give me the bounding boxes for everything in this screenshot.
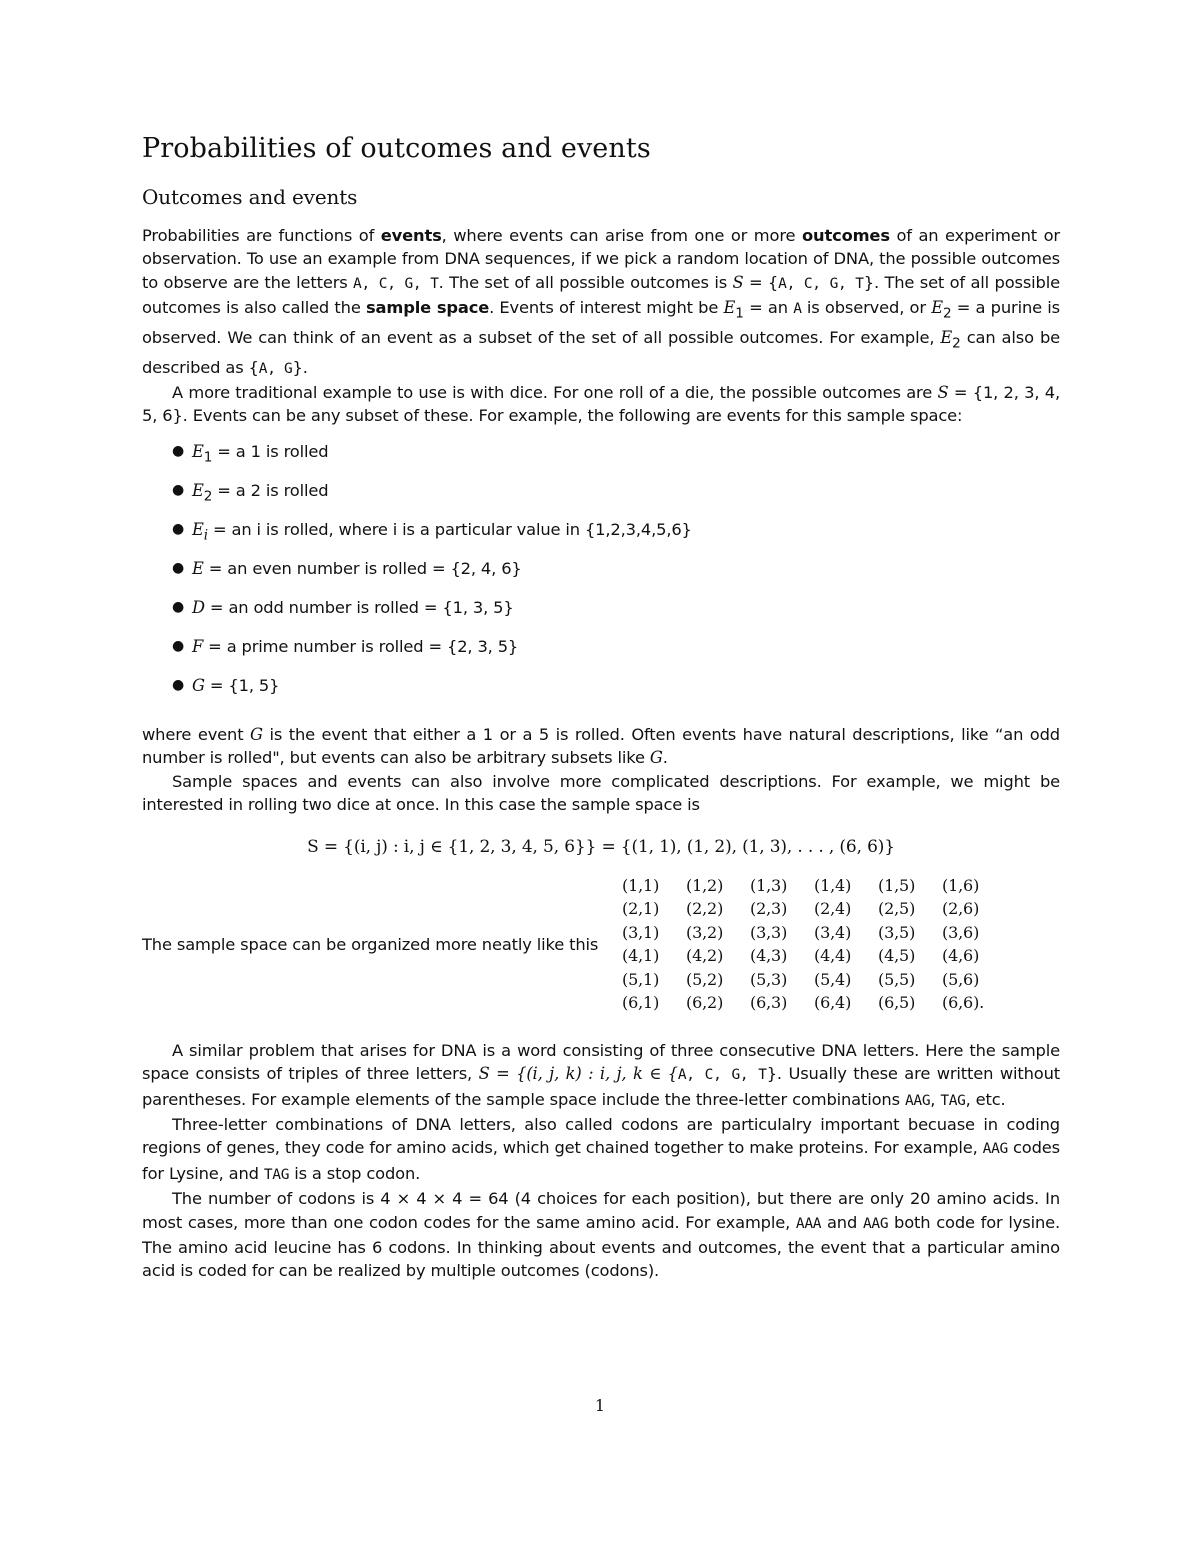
table-cell: (2,3) bbox=[750, 899, 788, 919]
table-cell: (4,3) bbox=[750, 946, 788, 966]
list-item: ● $E_1 = a$ 1 is rolled bbox=[172, 441, 329, 465]
table-cell: (3,6) bbox=[942, 922, 980, 942]
display-equation: S = {(i, j) : i, j ∈ {1, 2, 3, 4, 5, 6}} = {(1, 1), (1, 2), (1, 3), . . . , (6, 6)} bbox=[307, 837, 895, 858]
outcome-table bbox=[622, 874, 1006, 1015]
table-cell: (1,5) bbox=[878, 875, 916, 895]
table-cell: (1,4) bbox=[814, 875, 852, 895]
bullet-icon: ● bbox=[172, 598, 185, 615]
bullet-icon: ● bbox=[172, 520, 185, 537]
page-title: Probabilities of outcomes and events bbox=[142, 133, 651, 164]
table-cell: (2,5) bbox=[878, 899, 916, 919]
table-cell: (6,1) bbox=[622, 993, 660, 1013]
table-cell: (1,1) bbox=[622, 875, 660, 895]
bullet-icon: ● bbox=[172, 637, 185, 654]
page-number: 1 bbox=[594, 1396, 606, 1415]
table-row bbox=[622, 991, 1006, 1015]
list-item: ● $E_i$ = an i is rolled, where i is a particular value in {1,2,3,4,5,6} bbox=[172, 519, 692, 543]
bullet-icon: ● bbox=[172, 442, 185, 459]
list-item: ● G = {1, 5} bbox=[172, 675, 280, 695]
table-cell: (5,6) bbox=[942, 969, 980, 989]
table-cell: (1,3) bbox=[750, 875, 788, 895]
table-cell: (4,6) bbox=[942, 946, 980, 966]
paragraph-two-dice: Sample spaces and events can also involve more complicated descriptions. For example, we might be interested in rolling two dice at once. In this case the sample space is bbox=[142, 771, 1060, 814]
list-item: ● F = a prime number is rolled = {2, 3, 5} bbox=[172, 636, 519, 656]
page-content bbox=[142, 132, 1060, 1283]
table-cell: (5,5) bbox=[878, 969, 916, 989]
list-item: ● $E_2 = a$ 2 is rolled bbox=[172, 480, 329, 504]
table-cell: (2,4) bbox=[814, 899, 852, 919]
paragraph-intro: Probabilities are functions of events, where events can arise from one or more outcomes of an experiment or observation. To use an example from DNA sequences, if we pick a random location of DNA, the possible outcomes to observe are the letters A, C, G, T. The set of all possible outcomes is S = {A, C, G, T}. The set of all possible outcomes is also called the sample space. Events of interest might be $E_1$ = an A is observed, or $E_2 = a$ purine is observed. We can think of an event as a subset of the set of all possible outcomes. For example, $E_2$ can also be described as {A, G}. bbox=[142, 226, 1060, 377]
table-cell: (5,3) bbox=[750, 969, 788, 989]
section-heading: Outcomes and events bbox=[142, 185, 358, 209]
table-row bbox=[622, 944, 1006, 968]
table-cell: (3,3) bbox=[750, 922, 788, 942]
bullet-icon: ● bbox=[172, 676, 185, 693]
table-cell: (3,4) bbox=[814, 922, 852, 942]
table-cell: (1,6) bbox=[942, 875, 980, 895]
table-cell: (3,5) bbox=[878, 922, 916, 942]
table-cell: (6,3) bbox=[750, 993, 788, 1013]
table-cell: (3,1) bbox=[622, 922, 660, 942]
table-cell: (2,2) bbox=[686, 899, 724, 919]
grid-label: The sample space can be organized more neatly like this bbox=[142, 934, 599, 954]
table-cell: (1,2) bbox=[686, 875, 724, 895]
bullet-icon: ● bbox=[172, 481, 185, 498]
table-cell: (3,2) bbox=[686, 922, 724, 942]
table-cell: (6,5) bbox=[878, 993, 916, 1013]
table-cell: (2,6) bbox=[942, 899, 980, 919]
table-row bbox=[622, 968, 1006, 992]
table-cell: (6,4) bbox=[814, 993, 852, 1013]
table-cell: (5,2) bbox=[686, 969, 724, 989]
table-cell: (6,6). bbox=[942, 993, 985, 1013]
list-item: ● E = an even number is rolled = {2, 4, 6} bbox=[172, 558, 522, 578]
table-row bbox=[622, 874, 1006, 898]
paragraph-event-g: where event G is the event that either a 1 or a 5 is rolled. Often events have natural descriptions, like “an odd number is rolled", but events can also be arbitrary subsets like G. bbox=[142, 724, 1060, 768]
table-cell: (4,2) bbox=[686, 946, 724, 966]
events-list bbox=[142, 440, 1060, 713]
table-cell: (2,1) bbox=[622, 899, 660, 919]
table-cell: (5,1) bbox=[622, 969, 660, 989]
paragraph-dice: A more traditional example to use is with dice. For one roll of a die, the possible outcomes are S = {1, 2, 3, 4, 5, 6}. Events can be any subset of these. For example, the following are events for this sample space: bbox=[142, 382, 1060, 426]
sample-space-grid bbox=[142, 874, 1060, 1015]
paragraph-codon-count: The number of codons is 4 × 4 × 4 = 64 (4 choices for each position), but there are only 20 amino acids. In most cases, more than one codon codes for the same amino acid. For example, AAA and AAG both code for lysine. The amino acid leucine has 6 codons. In thinking about events and outcomes, the event that a particular amino acid is coded for can be realized by multiple outcomes (codons). bbox=[142, 1189, 1061, 1281]
table-cell: (4,4) bbox=[814, 946, 852, 966]
paragraph-dna-triples: A similar problem that arises for DNA is a word consisting of three consecutive DNA letters. Here the sample space consists of triples of three letters, S = {(i, j, k) : i, j, k ∈ {A, C, G, T}. Usually these are written without parentheses. For example elements of the sample space include the three-letter combinations AAG, TAG, etc. bbox=[142, 1040, 1060, 1109]
table-cell: (4,1) bbox=[622, 946, 660, 966]
table-row bbox=[622, 921, 1006, 945]
table-row bbox=[622, 897, 1006, 921]
table-cell: (5,4) bbox=[814, 969, 852, 989]
bullet-icon: ● bbox=[172, 559, 185, 576]
paragraph-codons: Three-letter combinations of DNA letters, also called codons are particulalry important becuase in coding regions of genes, they code for amino acids, which get chained together to make proteins. For example, AAG codes for Lysine, and TAG is a stop codon. bbox=[142, 1115, 1060, 1183]
table-cell: (6,2) bbox=[686, 993, 724, 1013]
list-item: ● D = an odd number is rolled = {1, 3, 5} bbox=[172, 597, 514, 617]
table-cell: (4,5) bbox=[878, 946, 916, 966]
